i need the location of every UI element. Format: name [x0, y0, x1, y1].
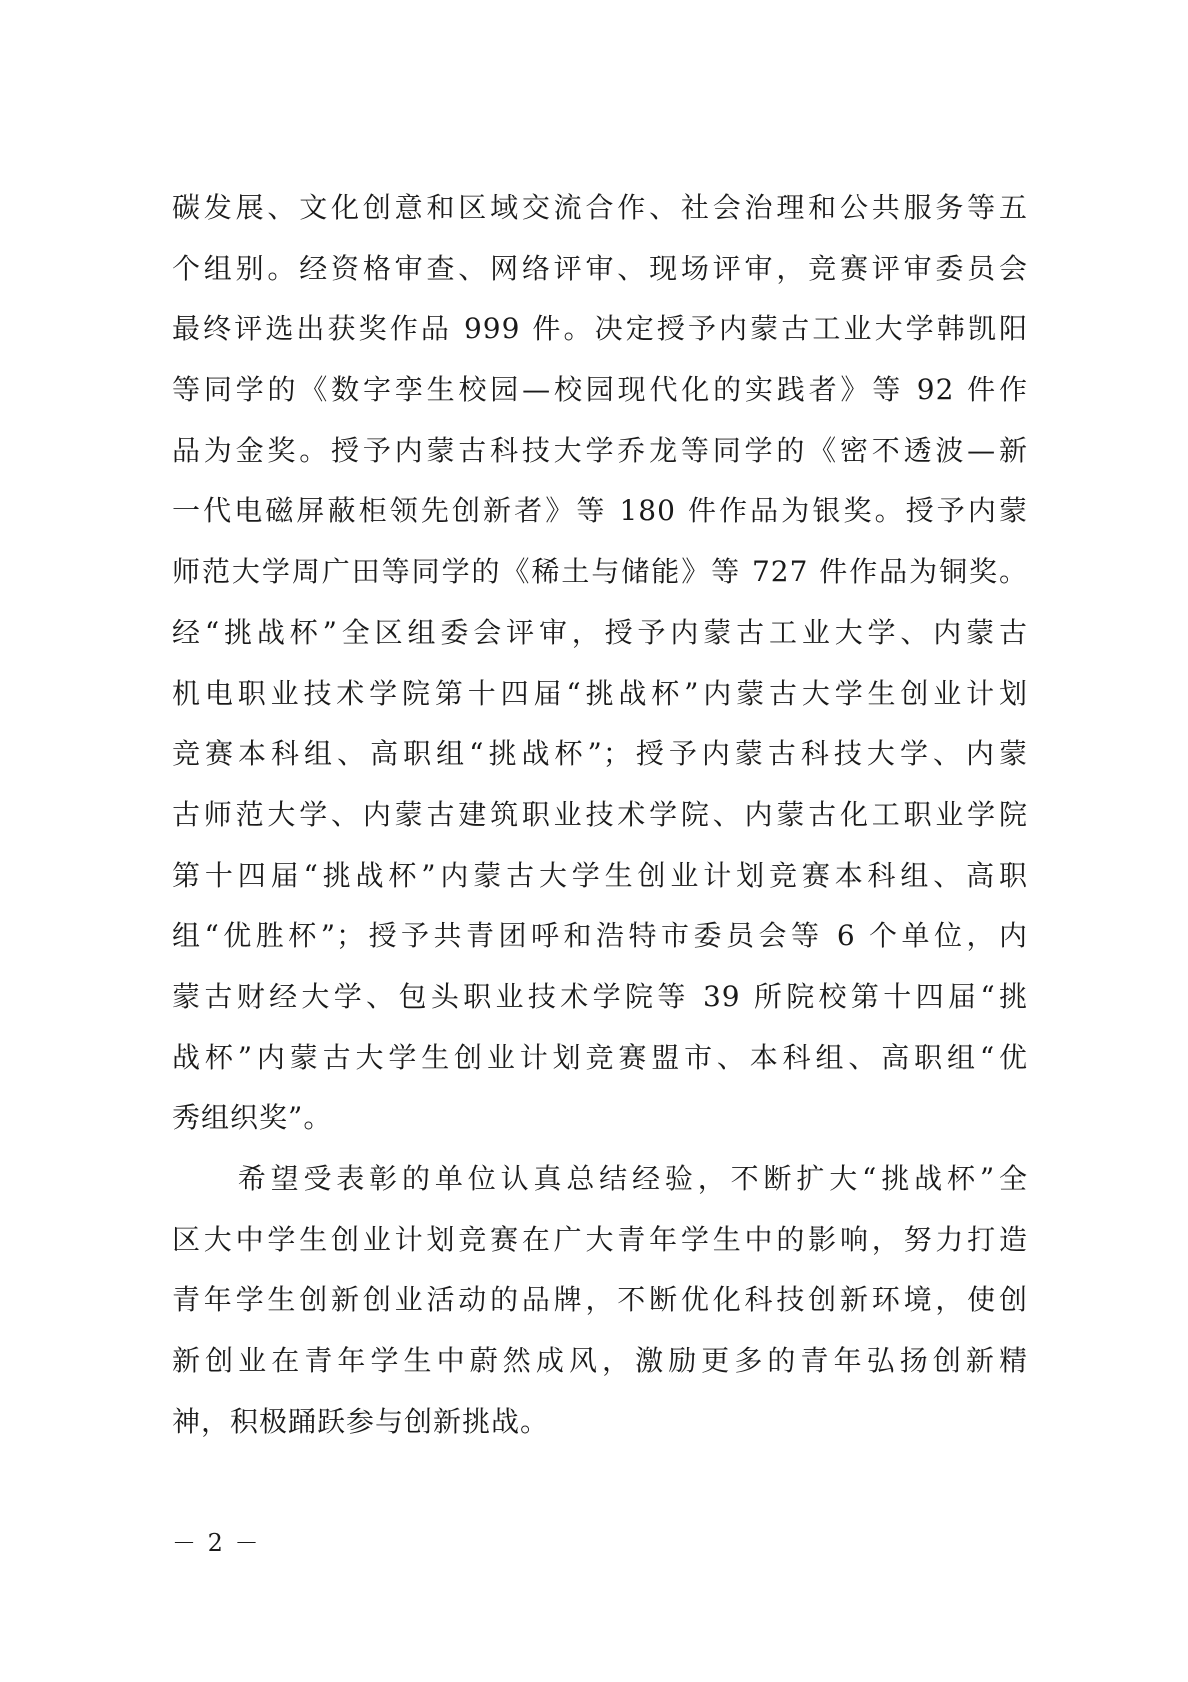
text-line: 经“挑战杯”全区组委会评审，授予内蒙古工业大学、内蒙古 [172, 615, 1028, 649]
text-line: 个组别。经资格审查、网络评审、现场评审，竞赛评审委员会 [172, 251, 1028, 285]
text-line: 等同学的《数字孪生校园—校园现代化的实践者》等 92 件作 [172, 373, 1028, 407]
text-line: 竞赛本科组、高职组“挑战杯”；授予内蒙古科技大学、内蒙 [172, 737, 1028, 771]
text-line: 古师范大学、内蒙古建筑职业技术学院、内蒙古化工职业学院 [172, 797, 1028, 831]
text-line: 碳发展、文化创意和区域交流合作、社会治理和公共服务等五 [172, 191, 1028, 224]
text-line: 区大中学生创业计划竞赛在广大青年学生中的影响，努力打造 [172, 1222, 1028, 1256]
text-line: 新创业在青年学生中蔚然成风，激励更多的青年弘扬创新精 [172, 1344, 1028, 1378]
page-number: － 2 － [172, 1529, 261, 1557]
text-line: 蒙古财经大学、包头职业技术学院等 39 所院校第十四届“挑 [172, 979, 1028, 1013]
text-line: 一代电磁屏蔽柜领先创新者》等 180 件作品为银奖。授予内蒙 [172, 494, 1028, 528]
text-line: 机电职业技术学院第十四届“挑战杯”内蒙古大学生创业计划 [172, 676, 1028, 710]
text-line: 师范大学周广田等同学的《稀土与储能》等 727 件作品为铜奖。 [172, 555, 1028, 589]
text-line: 最终评选出获奖作品 999 件。决定授予内蒙古工业大学韩凯阳 [172, 312, 1028, 346]
text-line: 组“优胜杯”；授予共青团呼和浩特市委员会等 6 个单位，内 [172, 919, 1028, 953]
text-line: 战杯”内蒙古大学生创业计划竞赛盟市、本科组、高职组“优 [172, 1040, 1028, 1074]
text-line: 秀组织奖”。 [172, 1101, 333, 1135]
text-line: 青年学生创新创业活动的品牌，不断优化科技创新环境，使创 [172, 1283, 1028, 1317]
body-text [172, 178, 1028, 1452]
text-line: 希望受表彰的单位认真总结经验，不断扩大“挑战杯”全 [172, 1162, 1028, 1195]
text-line: 品为金奖。授予内蒙古科技大学乔龙等同学的《密不透波—新 [172, 433, 1028, 467]
text-line: 神，积极踊跃参与创新挑战。 [172, 1404, 550, 1438]
text-line: 第十四届“挑战杯”内蒙古大学生创业计划竞赛本科组、高职 [172, 858, 1028, 892]
